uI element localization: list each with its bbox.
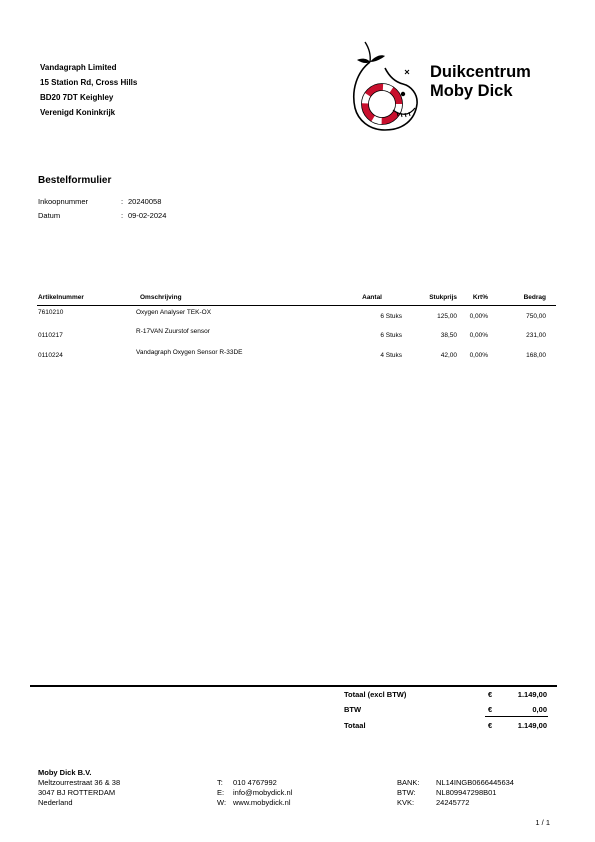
cell-description: Vandagraph Oxygen Sensor R-33DE bbox=[136, 349, 243, 356]
total-value: 1.149,00 bbox=[517, 721, 547, 730]
supplier-name: Vandagraph Limited bbox=[40, 63, 117, 72]
email-label: E: bbox=[217, 788, 225, 797]
table-header-divider bbox=[37, 305, 556, 306]
table-row bbox=[0, 309, 595, 321]
cell-description: Oxygen Analyser TEK-OX bbox=[136, 309, 212, 316]
vat-label: BTW bbox=[344, 705, 362, 714]
footer-contact-labels bbox=[217, 778, 226, 808]
table-row bbox=[0, 328, 595, 340]
supplier-postal: BD20 7DT Keighley bbox=[40, 93, 114, 102]
supplier-street: 15 Station Rd, Cross Hills bbox=[40, 78, 138, 87]
document-title: Bestelformulier bbox=[38, 175, 112, 186]
cell-amount: 750,00 bbox=[526, 313, 546, 320]
total-currency: € bbox=[488, 721, 493, 730]
vat-currency: € bbox=[488, 705, 493, 714]
header-quantity: Aantal bbox=[362, 294, 382, 301]
cell-discount: 0,00% bbox=[469, 352, 488, 359]
cell-quantity: 6 Stuks bbox=[380, 332, 402, 339]
phone-label: T: bbox=[217, 778, 223, 787]
company-logo-text bbox=[430, 63, 531, 101]
subtotal-currency: € bbox=[488, 690, 493, 699]
phone-value: 010 4767992 bbox=[233, 778, 277, 787]
header-discount: Krt% bbox=[472, 294, 488, 301]
table-row bbox=[0, 349, 595, 361]
purchase-number-separator: : bbox=[121, 197, 124, 206]
footer-registration-labels bbox=[397, 778, 420, 808]
footer-company-block bbox=[38, 768, 120, 808]
website-link[interactable]: www.mobydick.nl bbox=[233, 798, 291, 807]
cell-article-number: 7610210 bbox=[38, 309, 64, 316]
date-separator: : bbox=[121, 211, 124, 220]
cell-quantity: 6 Stuks bbox=[380, 313, 402, 320]
supplier-address bbox=[40, 60, 137, 120]
cell-unit-price: 125,00 bbox=[437, 313, 457, 320]
footer-contact-values bbox=[233, 778, 292, 808]
whale-logo-icon bbox=[345, 38, 423, 142]
cell-unit-price: 42,00 bbox=[440, 352, 457, 359]
cell-amount: 168,00 bbox=[526, 352, 546, 359]
footer-street: Meltzourrestraat 36 & 38 bbox=[38, 778, 121, 787]
supplier-country: Verenigd Koninkrijk bbox=[40, 108, 116, 117]
purchase-number-value: 20240058 bbox=[128, 197, 162, 206]
kvk-value: 24245772 bbox=[436, 798, 470, 807]
kvk-label: KVK: bbox=[397, 798, 415, 807]
footer-company-name: Moby Dick B.V. bbox=[38, 768, 92, 777]
logo-line-1: Duikcentrum bbox=[430, 63, 531, 81]
page-number: 1 / 1 bbox=[535, 818, 550, 827]
header-article-number: Artikelnummer bbox=[38, 294, 84, 301]
vat-number-label: BTW: bbox=[397, 788, 416, 797]
cell-article-number: 0110217 bbox=[38, 332, 63, 339]
cell-quantity: 4 Stuks bbox=[380, 352, 402, 359]
web-label: W: bbox=[217, 798, 227, 807]
footer-registration-values bbox=[436, 778, 514, 808]
bank-label: BANK: bbox=[397, 778, 420, 787]
date-label: Datum bbox=[38, 211, 61, 220]
subtotal-value: 1.149,00 bbox=[517, 690, 547, 699]
cell-article-number: 0110224 bbox=[38, 352, 63, 359]
footer-postal: 3047 BJ ROTTERDAM bbox=[38, 788, 116, 797]
header-description: Omschrijving bbox=[140, 294, 182, 301]
purchase-number-label: Inkoopnummer bbox=[38, 197, 89, 206]
cell-discount: 0,00% bbox=[469, 332, 488, 339]
date-value: 09-02-2024 bbox=[128, 211, 167, 220]
total-label: Totaal bbox=[344, 721, 366, 730]
totals-divider bbox=[30, 685, 557, 687]
header-unit-price: Stukprijs bbox=[429, 294, 457, 301]
email-link[interactable]: info@mobydick.nl bbox=[233, 788, 293, 797]
subtotal-label: Totaal (excl BTW) bbox=[344, 690, 407, 699]
header-amount: Bedrag bbox=[523, 294, 546, 301]
footer-country: Nederland bbox=[38, 798, 73, 807]
vat-number-value: NL809947298B01 bbox=[436, 788, 497, 797]
cell-description: R-17VAN Zuurstof sensor bbox=[136, 328, 210, 335]
logo-line-2: Moby Dick bbox=[430, 82, 513, 100]
cell-unit-price: 38,50 bbox=[440, 332, 457, 339]
vat-value: 0,00 bbox=[532, 705, 547, 714]
cell-amount: 231,00 bbox=[526, 332, 546, 339]
bank-value: NL14INGB0666445634 bbox=[436, 778, 514, 787]
cell-discount: 0,00% bbox=[469, 313, 488, 320]
vat-underline bbox=[485, 716, 548, 717]
